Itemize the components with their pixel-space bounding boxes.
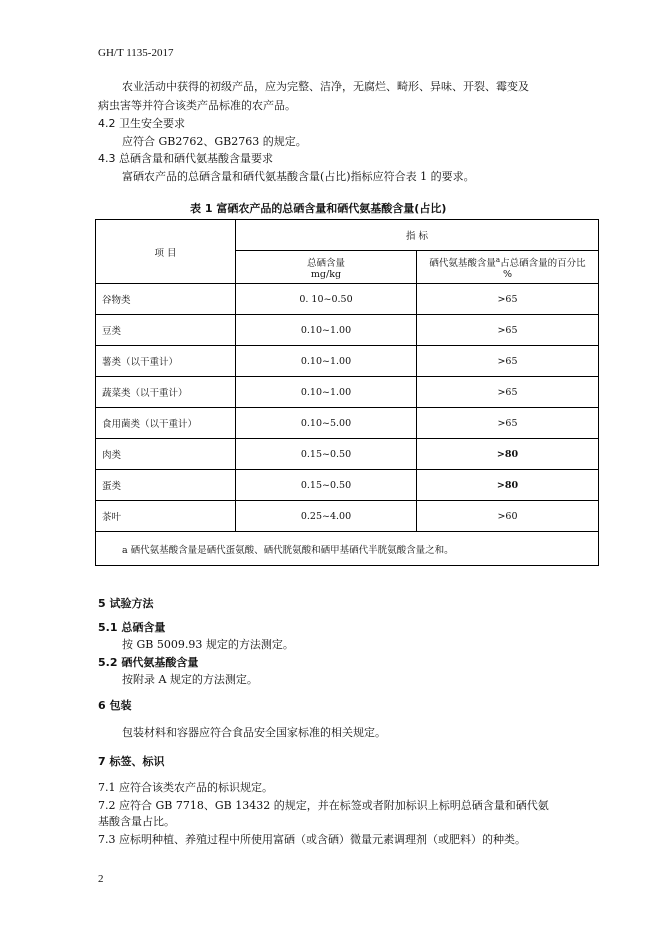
intro-line-1: 农业活动中获得的初级产品，应为完整、洁净，无腐烂、畸形、异味、开裂、霉变及 <box>122 80 529 93</box>
section-7-2-line-2: 基酸含量占比。 <box>98 815 175 828</box>
section-7-3: 7.3 应标明种植、养殖过程中所使用富硒（或含硒）微量元素调理剂（或肥料）的种类。 <box>98 833 526 846</box>
row-total: 0.10~1.00 <box>236 315 417 346</box>
section-5-2-heading: 5.2 硒代氨基酸含量 <box>98 656 199 669</box>
row-ratio: >65 <box>417 408 599 439</box>
row-total: 0. 10~0.50 <box>236 284 417 315</box>
row-ratio: >80 <box>417 470 599 501</box>
header-total-unit: mg/kg <box>310 268 342 280</box>
table-caption: 表 1 富硒农产品的总硒含量和硒代氨基酸含量(占比) <box>190 202 447 215</box>
section-6-heading: 6 包装 <box>98 699 132 712</box>
row-total: 0.10~5.00 <box>236 408 417 439</box>
selenium-spec-table <box>95 219 599 566</box>
header-indicator-cell: 指 标 <box>236 220 599 251</box>
row-total: 0.10~1.00 <box>236 377 417 408</box>
row-ratio: >65 <box>417 315 599 346</box>
section-7-2-line-1: 7.2 应符合 GB 7718、GB 13432 的规定，并在标签或者附加标识上标明总硒含量和硒代氨 <box>98 799 549 812</box>
section-5-heading: 5 试验方法 <box>98 597 154 610</box>
header-ratio-label-a: 硒代氨基酸含量 <box>429 257 496 269</box>
section-4-2-heading: 4.2 卫生安全要求 <box>98 117 185 130</box>
section-4-2-body: 应符合 GB2762、GB2763 的规定。 <box>122 135 307 148</box>
row-ratio: >80 <box>417 439 599 470</box>
section-5-1-body: 按 GB 5009.93 规定的方法测定。 <box>122 638 294 651</box>
section-5-2-body: 按附录 A 规定的方法测定。 <box>122 673 258 686</box>
header-ratio-label-b: 占总硒含量的百分比 <box>500 257 586 269</box>
table-row <box>96 315 599 346</box>
row-ratio: >65 <box>417 284 599 315</box>
row-item: 食用菌类（以干重计） <box>96 408 236 439</box>
table-row <box>96 377 599 408</box>
row-item: 肉类 <box>96 439 236 470</box>
section-4-3-body: 富硒农产品的总硒含量和硒代氨基酸含量(占比)指标应符合表 1 的要求。 <box>122 170 475 183</box>
intro-line-2: 病虫害等并符合该类产品标准的农产品。 <box>98 99 296 112</box>
table-row <box>96 408 599 439</box>
section-7-1: 7.1 应符合该类农产品的标识规定。 <box>98 781 273 794</box>
row-item: 蛋类 <box>96 470 236 501</box>
row-ratio: >60 <box>417 501 599 532</box>
section-4-3-heading: 4.3 总硒含量和硒代氨基酸含量要求 <box>98 152 273 165</box>
row-item: 谷物类 <box>96 284 236 315</box>
standard-code: GH/T 1135-2017 <box>98 47 174 59</box>
row-total: 0.10~1.00 <box>236 346 417 377</box>
table-row <box>96 346 599 377</box>
row-item: 豆类 <box>96 315 236 346</box>
row-ratio: >65 <box>417 346 599 377</box>
header-seleno-ratio <box>417 251 599 284</box>
row-ratio: >65 <box>417 377 599 408</box>
section-5-1-heading: 5.1 总硒含量 <box>98 621 166 634</box>
row-item: 薯类（以干重计） <box>96 346 236 377</box>
row-total: 0.15~0.50 <box>236 439 417 470</box>
header-item-cell: 项 目 <box>96 220 236 284</box>
table-row <box>96 439 599 470</box>
table-row <box>96 284 599 315</box>
footnote-marker: a <box>495 255 501 264</box>
table-row <box>96 501 599 532</box>
section-6-body: 包装材料和容器应符合食品安全国家标准的相关规定。 <box>122 726 386 739</box>
header-total-label: 总硒含量 <box>306 257 345 269</box>
header-ratio-unit: % <box>502 268 513 280</box>
row-item: 蔬菜类（以干重计） <box>96 377 236 408</box>
page-number: 2 <box>98 873 104 885</box>
row-item: 茶叶 <box>96 501 236 532</box>
table-footnote: a 硒代氨基酸含量是硒代蛋氨酸、硒代胱氨酸和硒甲基硒代半胱氨酸含量之和。 <box>96 532 599 566</box>
table-row <box>96 470 599 501</box>
row-total: 0.15~0.50 <box>236 470 417 501</box>
row-total: 0.25~4.00 <box>236 501 417 532</box>
header-total-selenium <box>236 251 417 284</box>
section-7-heading: 7 标签、标识 <box>98 755 165 768</box>
